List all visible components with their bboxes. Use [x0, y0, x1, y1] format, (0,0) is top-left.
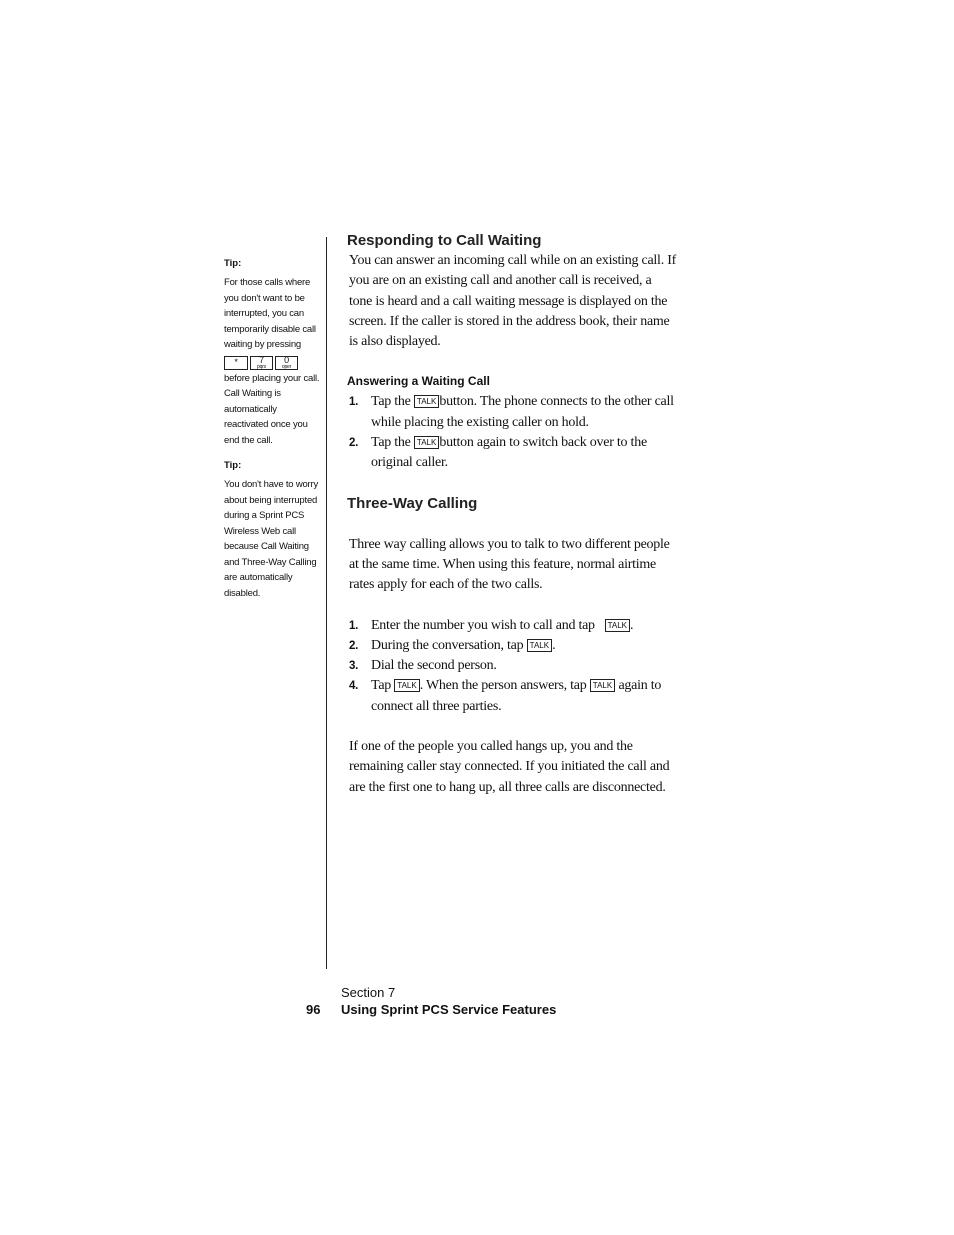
answer-steps-list — [347, 392, 677, 473]
section-label: Section 7 — [341, 985, 396, 1000]
talk-key-icon: TALK — [414, 395, 439, 408]
tip-wireless-web: You don't have to worry about being interrupted during a Sprint PCS Wireless Web call because Call Waiting and Three-Way Calling are automatically disabled. — [224, 479, 319, 599]
sidebar-tips — [224, 258, 320, 613]
list-item: 1. Enter the number you wish to call and tap TALK . — [349, 617, 634, 633]
paragraph-three-way: Three way calling allows you to talk to two different people at the same time. When using this feature, normal airtime rates apply for each of the two calls. — [349, 536, 670, 593]
main-content — [347, 232, 677, 798]
tip-label: Tip: — [224, 460, 242, 471]
page-number: 96 — [306, 1002, 321, 1017]
heading-three-way-calling: Three-Way Calling — [347, 494, 478, 512]
talk-key-icon: TALK — [590, 679, 615, 692]
tip-text: before placing your call. Call Waiting is automatically reactivated once you end the call. — [224, 372, 320, 446]
list-item: 2. During the conversation, tap TALK . — [349, 637, 556, 653]
talk-key-icon: TALK — [394, 679, 419, 692]
list-item: 1. Tap the TALK button. The phone connects to the other call while placing the existing caller on hold. — [349, 394, 674, 430]
three-way-steps-list — [347, 616, 677, 717]
seven-key-icon: 7 pqrs — [250, 356, 273, 370]
paragraph-call-waiting: You can answer an incoming call while on an existing call. If you are on an existing call and another call is received, a tone is heard and a call waiting message is displayed on the screen. If the caller is stored in the address book, their name is also displayed. — [349, 253, 677, 350]
star-key-icon: * — [224, 356, 248, 370]
paragraph-hang-up: If one of the people you called hangs up, you and the remaining caller stay connected. If you initiated the call and are the first one to hang up, all three calls are disconnected. — [349, 739, 670, 795]
talk-key-icon: TALK — [527, 639, 552, 652]
list-item: 4. Tap TALK . When the person answers, tap TALK again to connect all three parties. — [349, 678, 662, 714]
vertical-divider — [326, 237, 327, 969]
tip-text: For those calls where you don't want to be interrupted, you can temporarily disable call waiting by pressing — [224, 277, 316, 350]
tip-label: Tip: — [224, 258, 242, 269]
list-item: 2. Tap the TALK button again to switch back over to the original caller. — [349, 435, 647, 471]
talk-key-icon: TALK — [605, 619, 630, 632]
key-sequence — [224, 356, 320, 370]
heading-call-waiting: Responding to Call Waiting — [347, 232, 542, 249]
zero-key-icon: 0 oper — [275, 356, 298, 370]
list-item: 3. Dial the second person. — [349, 658, 497, 674]
tip-call-waiting — [224, 275, 320, 448]
talk-key-icon: TALK — [414, 436, 439, 449]
section-title: Using Sprint PCS Service Features — [341, 1002, 557, 1017]
heading-answering-waiting-call: Answering a Waiting Call — [347, 374, 490, 389]
